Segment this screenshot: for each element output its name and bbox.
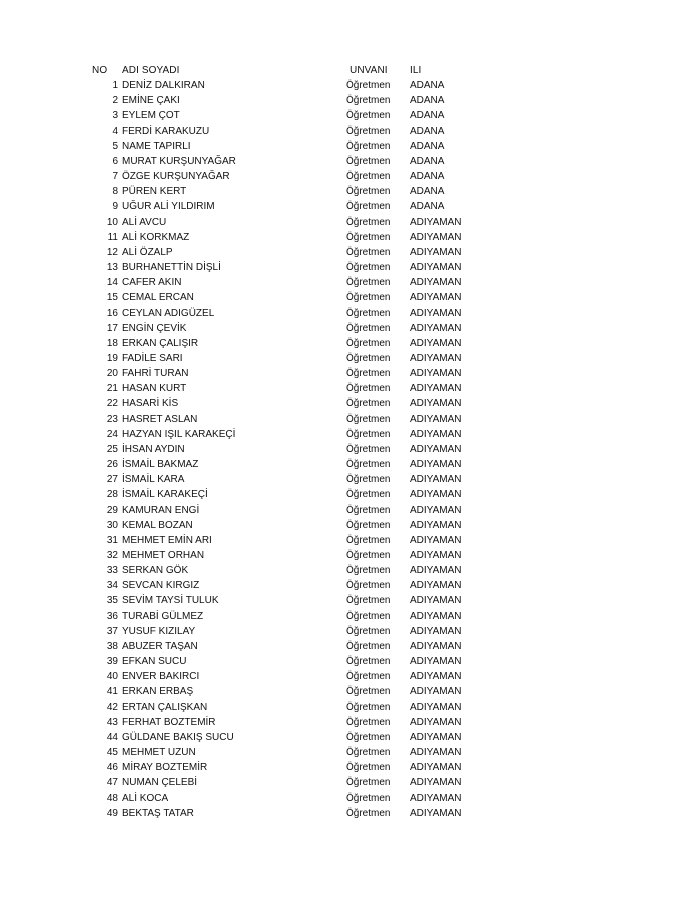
row-number: 42 (106, 701, 118, 713)
table-row (88, 412, 488, 427)
row-city: ADIYAMAN (410, 550, 462, 561)
row-city: ADANA (410, 140, 445, 152)
table-row (88, 336, 488, 351)
row-city: ADANA (410, 155, 445, 167)
row-number: 8 (112, 186, 118, 198)
row-name: İHSAN AYDIN (122, 443, 185, 455)
row-title: Öğretmen (346, 731, 391, 743)
row-name: KEMAL BOZAN (122, 519, 193, 531)
row-city: ADIYAMAN (410, 656, 462, 668)
row-title: Öğretmen (346, 125, 391, 137)
header-name: ADI SOYADI (122, 65, 180, 76)
row-city: ADIYAMAN (410, 277, 462, 289)
row-number: 32 (106, 550, 118, 561)
table-row (88, 578, 488, 593)
table-row (88, 427, 488, 442)
row-number: 31 (106, 534, 118, 546)
row-title: Öğretmen (346, 110, 391, 122)
row-title: Öğretmen (346, 474, 391, 486)
row-city: ADIYAMAN (410, 337, 462, 349)
row-city: ADIYAMAN (410, 640, 462, 652)
table-row (88, 93, 488, 108)
row-number: 3 (112, 110, 118, 122)
table-row (88, 154, 488, 169)
row-title: Öğretmen (346, 231, 391, 243)
row-number: 43 (106, 716, 118, 728)
row-name: DENİZ DALKIRAN (122, 80, 205, 92)
row-city: ADIYAMAN (410, 322, 462, 334)
row-city: ADANA (410, 95, 445, 107)
row-title: Öğretmen (346, 550, 391, 561)
table-row (88, 730, 488, 745)
row-number: 11 (107, 231, 118, 243)
personnel-table (88, 63, 488, 821)
row-title: Öğretmen (346, 595, 391, 607)
row-number: 34 (106, 580, 118, 592)
table-row (88, 669, 488, 684)
table-row (88, 306, 488, 321)
table-row (88, 624, 488, 639)
row-name: MİRAY BOZTEMİR (122, 762, 208, 774)
table-row (88, 760, 488, 775)
row-name: SERKAN GÖK (122, 565, 189, 577)
row-city: ADIYAMAN (410, 413, 462, 425)
row-number: 1 (112, 80, 118, 92)
row-name: ALİ ÖZALP (122, 246, 173, 258)
row-title: Öğretmen (346, 216, 391, 228)
row-title: Öğretmen (346, 625, 391, 637)
row-number: 27 (106, 474, 118, 486)
row-number: 2 (112, 95, 118, 107)
row-city: ADIYAMAN (410, 292, 462, 304)
table-row (88, 290, 488, 305)
row-city: ADIYAMAN (410, 231, 462, 243)
row-city: ADIYAMAN (410, 701, 462, 713)
table-row (88, 639, 488, 654)
row-number: 15 (106, 292, 118, 304)
table-row (88, 472, 488, 487)
table-row (88, 609, 488, 624)
row-title: Öğretmen (346, 352, 391, 364)
row-name: CEMAL ERCAN (122, 292, 194, 304)
row-name: MEHMET UZUN (122, 747, 196, 759)
row-city: ADIYAMAN (410, 519, 462, 531)
row-name: İSMAİL BAKMAZ (122, 459, 199, 471)
row-title: Öğretmen (346, 443, 391, 455)
row-number: 28 (106, 489, 118, 501)
row-name: BURHANETTİN DİŞLİ (122, 262, 221, 274)
row-name: YUSUF KIZILAY (122, 625, 196, 637)
row-name: ÖZGE KURŞUNYAĞAR (122, 171, 230, 183)
row-number: 7 (112, 171, 118, 183)
table-row (88, 124, 488, 139)
row-name: FERHAT BOZTEMİR (122, 716, 216, 728)
row-number: 21 (106, 383, 118, 395)
row-number: 25 (106, 443, 118, 455)
row-city: ADIYAMAN (410, 534, 462, 546)
row-title: Öğretmen (346, 565, 391, 577)
row-name: HASAN KURT (122, 383, 187, 395)
row-number: 13 (106, 262, 118, 274)
row-city: ADIYAMAN (410, 625, 462, 637)
table-row (88, 169, 488, 184)
table-row (88, 275, 488, 290)
table-row (88, 230, 488, 245)
row-number: 30 (106, 519, 118, 531)
table-row (88, 563, 488, 578)
row-city: ADIYAMAN (410, 383, 462, 395)
row-name: BEKTAŞ TATAR (122, 807, 194, 819)
row-name: HASARİ KİS (122, 398, 179, 410)
row-number: 6 (112, 155, 118, 167)
row-city: ADIYAMAN (410, 368, 462, 380)
row-number: 35 (106, 595, 118, 607)
row-city: ADANA (410, 171, 445, 183)
table-row (88, 245, 488, 260)
row-title: Öğretmen (346, 656, 391, 668)
row-name: PÜREN KERT (122, 186, 187, 198)
row-name: FAHRİ TURAN (122, 368, 189, 380)
row-number: 36 (106, 610, 118, 622)
row-number: 24 (106, 428, 118, 440)
row-title: Öğretmen (346, 337, 391, 349)
row-title: Öğretmen (346, 671, 391, 683)
row-title: Öğretmen (346, 383, 391, 395)
row-number: 10 (106, 216, 118, 228)
row-title: Öğretmen (346, 155, 391, 167)
row-title: Öğretmen (346, 368, 391, 380)
row-number: 9 (112, 201, 118, 213)
row-name: EFKAN SUCU (122, 656, 187, 668)
row-title: Öğretmen (346, 322, 391, 334)
row-name: ABUZER TAŞAN (122, 640, 198, 652)
row-title: Öğretmen (346, 398, 391, 410)
row-number: 39 (106, 656, 118, 668)
row-number: 19 (106, 352, 118, 364)
row-number: 40 (106, 671, 118, 683)
table-row (88, 775, 488, 790)
row-title: Öğretmen (346, 95, 391, 107)
row-number: 33 (106, 565, 118, 577)
row-name: FADİLE SARI (122, 352, 183, 364)
row-name: EMİNE ÇAKI (122, 95, 180, 107)
row-name: ERKAN ÇALIŞIR (122, 337, 199, 349)
row-city: ADIYAMAN (410, 595, 462, 607)
table-row (88, 745, 488, 760)
row-city: ADIYAMAN (410, 610, 462, 622)
row-city: ADIYAMAN (410, 580, 462, 592)
table-row (88, 533, 488, 548)
row-title: Öğretmen (346, 701, 391, 713)
row-city: ADIYAMAN (410, 489, 462, 501)
row-title: Öğretmen (346, 747, 391, 759)
row-number: 17 (106, 322, 118, 334)
row-city: ADIYAMAN (410, 807, 462, 819)
row-name: CEYLAN ADIGÜZEL (122, 307, 215, 319)
row-name: UĞUR ALİ YILDIRIM (122, 201, 215, 213)
row-number: 47 (106, 777, 118, 789)
row-title: Öğretmen (346, 80, 391, 92)
row-name: ENGİN ÇEVİK (122, 322, 187, 334)
header-title: UNVANI (350, 65, 388, 76)
table-row (88, 548, 488, 563)
row-number: 12 (106, 246, 118, 258)
row-number: 37 (106, 625, 118, 637)
row-name: HAZYAN IŞIL KARAKEÇİ (122, 428, 236, 440)
row-title: Öğretmen (346, 171, 391, 183)
row-title: Öğretmen (346, 186, 391, 198)
row-number: 46 (106, 762, 118, 774)
row-name: NAME TAPIRLI (122, 140, 191, 152)
row-title: Öğretmen (346, 428, 391, 440)
row-city: ADIYAMAN (410, 307, 462, 319)
row-number: 18 (106, 337, 118, 349)
table-row (88, 503, 488, 518)
table-row (88, 442, 488, 457)
row-title: Öğretmen (346, 762, 391, 774)
table-row (88, 396, 488, 411)
table-row (88, 78, 488, 93)
row-city: ADIYAMAN (410, 474, 462, 486)
row-name: KAMURAN ENGİ (122, 504, 200, 516)
row-number: 20 (106, 368, 118, 380)
row-number: 14 (106, 277, 118, 289)
row-number: 5 (112, 140, 118, 152)
row-name: SEVCAN KIRGIZ (122, 580, 200, 592)
row-title: Öğretmen (346, 519, 391, 531)
table-row (88, 184, 488, 199)
row-city: ADIYAMAN (410, 443, 462, 455)
row-city: ADANA (410, 201, 445, 213)
row-city: ADIYAMAN (410, 762, 462, 774)
row-title: Öğretmen (346, 307, 391, 319)
table-row (88, 139, 488, 154)
row-title: Öğretmen (346, 640, 391, 652)
row-title: Öğretmen (346, 580, 391, 592)
table-row (88, 351, 488, 366)
row-name: ALİ KORKMAZ (122, 231, 190, 243)
row-city: ADIYAMAN (410, 398, 462, 410)
table-row (88, 806, 488, 821)
row-title: Öğretmen (346, 807, 391, 819)
table-row (88, 684, 488, 699)
row-city: ADANA (410, 80, 445, 92)
row-title: Öğretmen (346, 504, 391, 516)
row-city: ADIYAMAN (410, 747, 462, 759)
row-number: 48 (106, 792, 118, 804)
row-number: 41 (106, 686, 118, 698)
row-number: 49 (106, 807, 118, 819)
row-name: CAFER AKIN (122, 277, 182, 289)
header-city: ILI (410, 65, 422, 76)
table-body (88, 78, 488, 821)
table-row (88, 593, 488, 608)
row-name: SEVİM TAYSİ TULUK (122, 595, 219, 607)
row-name: GÜLDANE BAKIŞ SUCU (122, 731, 234, 743)
row-city: ADIYAMAN (410, 504, 462, 516)
row-title: Öğretmen (346, 292, 391, 304)
row-number: 22 (106, 398, 118, 410)
table-header-row (88, 63, 488, 78)
row-city: ADIYAMAN (410, 428, 462, 440)
row-name: ERTAN ÇALIŞKAN (122, 701, 208, 713)
table-row (88, 260, 488, 275)
table-row (88, 518, 488, 533)
row-city: ADIYAMAN (410, 565, 462, 577)
row-title: Öğretmen (346, 201, 391, 213)
row-city: ADIYAMAN (410, 352, 462, 364)
table-row (88, 199, 488, 214)
row-title: Öğretmen (346, 246, 391, 258)
row-title: Öğretmen (346, 413, 391, 425)
row-city: ADIYAMAN (410, 731, 462, 743)
row-number: 4 (112, 125, 118, 137)
row-number: 45 (106, 747, 118, 759)
row-number: 29 (106, 504, 118, 516)
row-title: Öğretmen (346, 686, 391, 698)
row-title: Öğretmen (346, 534, 391, 546)
row-city: ADANA (410, 110, 445, 122)
row-number: 26 (106, 459, 118, 471)
row-city: ADIYAMAN (410, 262, 462, 274)
table-row (88, 321, 488, 336)
table-row (88, 366, 488, 381)
row-number: 23 (106, 413, 118, 425)
row-city: ADIYAMAN (410, 716, 462, 728)
row-name: MEHMET EMİN ARI (122, 534, 212, 546)
row-title: Öğretmen (346, 792, 391, 804)
row-city: ADIYAMAN (410, 246, 462, 258)
row-title: Öğretmen (346, 262, 391, 274)
header-no: NO (92, 65, 108, 76)
row-city: ADANA (410, 186, 445, 198)
table-row (88, 654, 488, 669)
table-row (88, 457, 488, 472)
row-name: MURAT KURŞUNYAĞAR (122, 155, 236, 167)
table-row (88, 715, 488, 730)
row-name: İSMAİL KARAKEÇİ (122, 489, 208, 501)
table-row (88, 215, 488, 230)
row-name: ALİ KOCA (122, 792, 169, 804)
row-city: ADANA (410, 125, 445, 137)
row-city: ADIYAMAN (410, 671, 462, 683)
row-name: TURABİ GÜLMEZ (122, 610, 204, 622)
table-row (88, 487, 488, 502)
table-row (88, 381, 488, 396)
row-name: İSMAİL KARA (122, 474, 185, 486)
row-title: Öğretmen (346, 140, 391, 152)
row-title: Öğretmen (346, 489, 391, 501)
row-name: ALİ AVCU (122, 216, 167, 228)
row-title: Öğretmen (346, 777, 391, 789)
table-row (88, 108, 488, 123)
row-city: ADIYAMAN (410, 792, 462, 804)
row-number: 44 (106, 731, 118, 743)
row-city: ADIYAMAN (410, 777, 462, 789)
row-city: ADIYAMAN (410, 216, 462, 228)
row-name: NUMAN ÇELEBİ (122, 777, 198, 789)
row-number: 16 (106, 307, 118, 319)
row-city: ADIYAMAN (410, 459, 462, 471)
row-name: ENVER BAKIRCI (122, 671, 200, 683)
row-number: 38 (106, 640, 118, 652)
row-name: EYLEM ÇOT (122, 110, 180, 122)
table-row (88, 791, 488, 806)
row-name: HASRET ASLAN (122, 413, 198, 425)
row-name: ERKAN ERBAŞ (122, 686, 194, 698)
row-name: FERDİ KARAKUZU (122, 125, 210, 137)
row-name: MEHMET ORHAN (122, 550, 205, 561)
row-city: ADIYAMAN (410, 686, 462, 698)
row-title: Öğretmen (346, 716, 391, 728)
row-title: Öğretmen (346, 610, 391, 622)
table-row (88, 700, 488, 715)
row-title: Öğretmen (346, 277, 391, 289)
row-title: Öğretmen (346, 459, 391, 471)
